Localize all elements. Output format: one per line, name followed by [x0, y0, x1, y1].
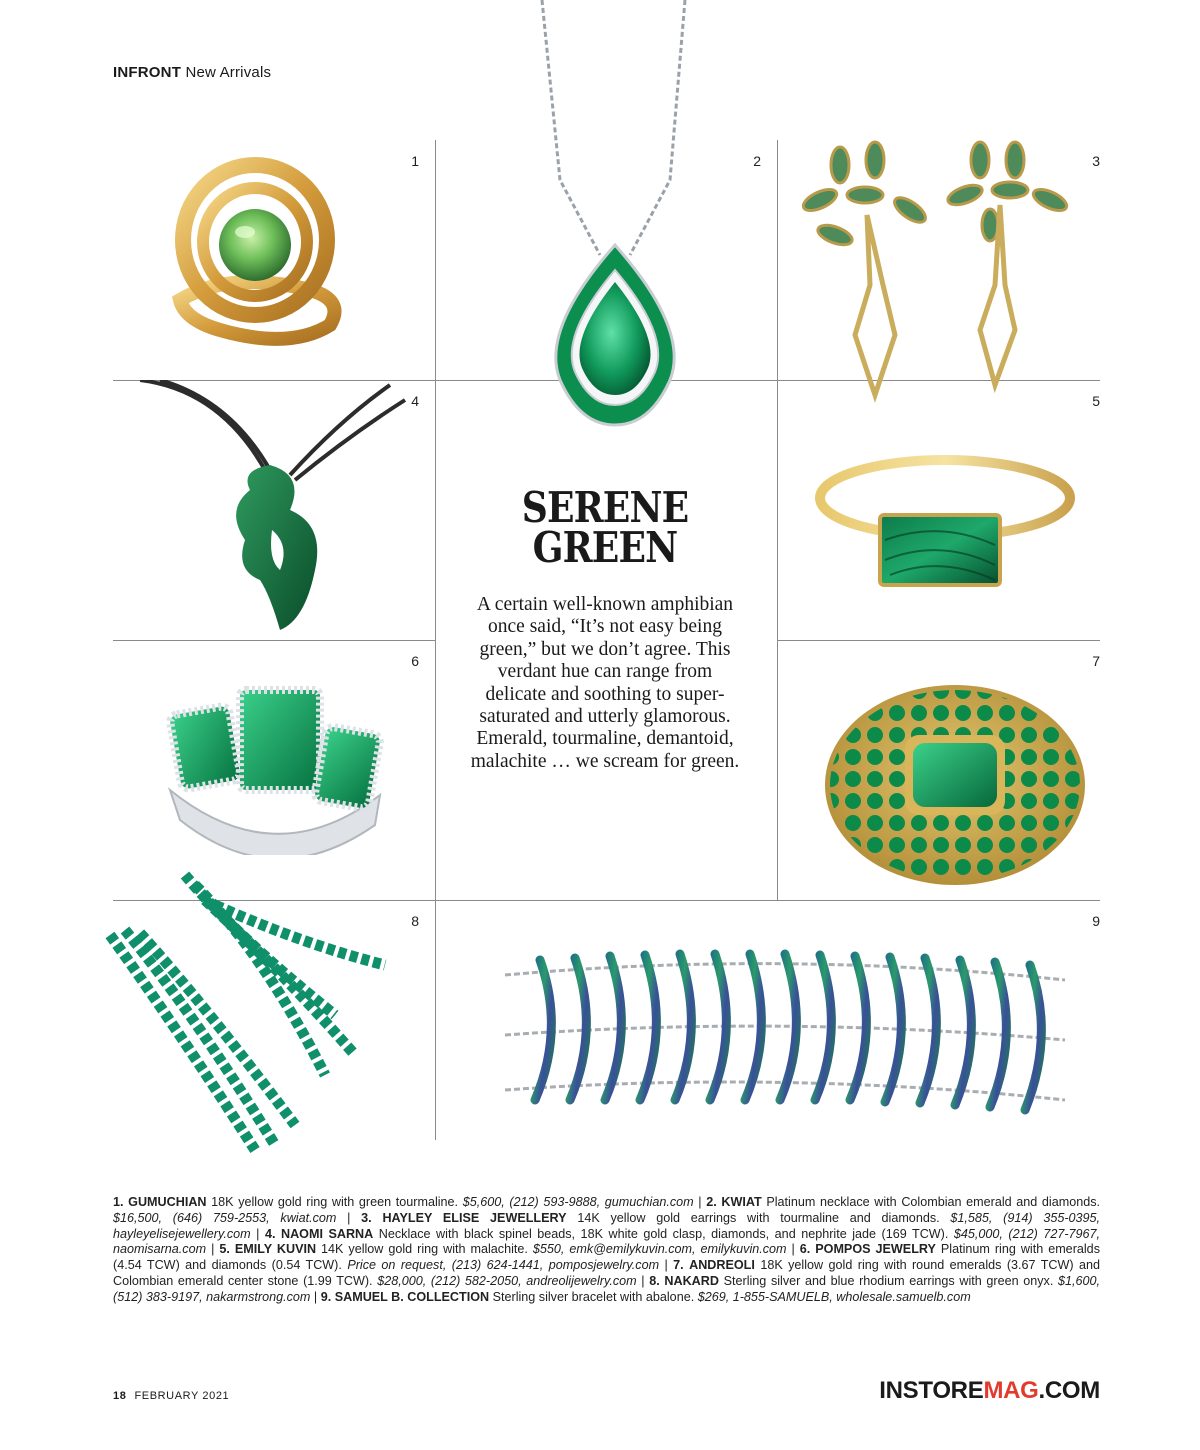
item-number: 8 — [411, 913, 419, 929]
jade-pendant-necklace-image — [140, 380, 410, 635]
grid-divider — [435, 140, 436, 1140]
subsection-name: New Arrivals — [185, 64, 272, 81]
page-number: 18 — [113, 1390, 127, 1402]
product-credits — [113, 1195, 1100, 1306]
feature-deck: A certain well-known amphibian once said, “It’s not easy being green,” but we don’t agree. This verdant hue can range from delicate and soothing to super-saturated and utterly glamorous. Emerald, tourmaline, demantoid, malachite … we scream for green. — [470, 594, 740, 772]
emerald-pendant-necklace-image — [520, 0, 710, 440]
credit-entry: 7. ANDREOLI 18K yellow gold ring with round emeralds (3.67 TCW) and Colombian emerald center stone (1.99 TCW). $28,000, (212) 582-2050, andreolijewelry.com | — [113, 1258, 1101, 1288]
feature-title-block — [470, 483, 740, 773]
section-header — [113, 64, 271, 81]
credit-entry: 2. KWIAT Platinum necklace with Colombian emerald and diamonds. $16,500, (646) 759-2553, kwiat.com | — [113, 1195, 1101, 1225]
item-number: 6 — [411, 653, 419, 669]
credit-entry: 5. EMILY KUVIN 14K yellow gold ring with malachite. $550, emk@emilykuvin.com, emilykuvin.com | — [219, 1242, 800, 1257]
credit-entry: 8. NAKARD Sterling silver and blue rhodium earrings with green onyx. $1,600, (512) 383-9197, nakarmstrong.com | — [113, 1273, 1101, 1304]
section-name: INFRONT — [113, 64, 182, 81]
grid-divider — [777, 140, 778, 900]
credit-entry: 1. GUMUCHIAN 18K yellow gold ring with green tourmaline. $5,600, (212) 593-9888, gumuchian.com | — [113, 1195, 707, 1209]
item-number: 5 — [1092, 393, 1100, 409]
item-number: 3 — [1092, 153, 1100, 169]
credit-entry: 3. HAYLEY ELISE JEWELLERY 14K yellow gold earrings with tourmaline and diamonds. $1,585, (914) 355-0395, hayleyelisejewellery.com | — [113, 1210, 1101, 1241]
item-number: 1 — [411, 153, 419, 169]
item-number: 7 — [1092, 653, 1100, 669]
three-stone-emerald-ring-image — [155, 675, 395, 855]
credit-entry: 4. NAOMI SARNA Necklace with black spinel beads, 18K white gold clasp, diamonds, and nephrite jade (169 TCW). $45,000, (212) 727-7967, naomisarna.com | — [113, 1226, 1101, 1257]
page-folio — [113, 1390, 229, 1402]
emerald-dome-ring-image — [820, 680, 1090, 890]
issue-date: FEBRUARY 2021 — [134, 1390, 230, 1402]
abalone-bracelet-image — [495, 940, 1075, 1120]
credit-entry: 6. POMPOS JEWELRY Platinum ring with emeralds (4.54 TCW) and diamonds (0.54 TCW). Price on request, (213) 624-1441, pomposjewelry.com | — [113, 1242, 1100, 1273]
credit-entry: 9. SAMUEL B. COLLECTION Sterling silver bracelet with abalone. $269, 1-855-SAMUELB, wholesale.samuelb.com — [320, 1289, 971, 1304]
green-onyx-earrings-image — [105, 865, 405, 1155]
feature-title: SERENE GREEN — [521, 483, 689, 572]
grid-divider — [113, 640, 435, 641]
item-number: 9 — [1092, 913, 1100, 929]
tourmaline-earrings-image — [795, 135, 1085, 410]
grid-divider — [777, 640, 1100, 641]
item-number: 2 — [753, 153, 761, 169]
instoremag-logo: INSTOREMAG.COM — [879, 1377, 1100, 1404]
item-number: 4 — [411, 393, 419, 409]
malachite-ring-image — [810, 450, 1080, 590]
gold-tourmaline-ring-image — [160, 150, 350, 360]
